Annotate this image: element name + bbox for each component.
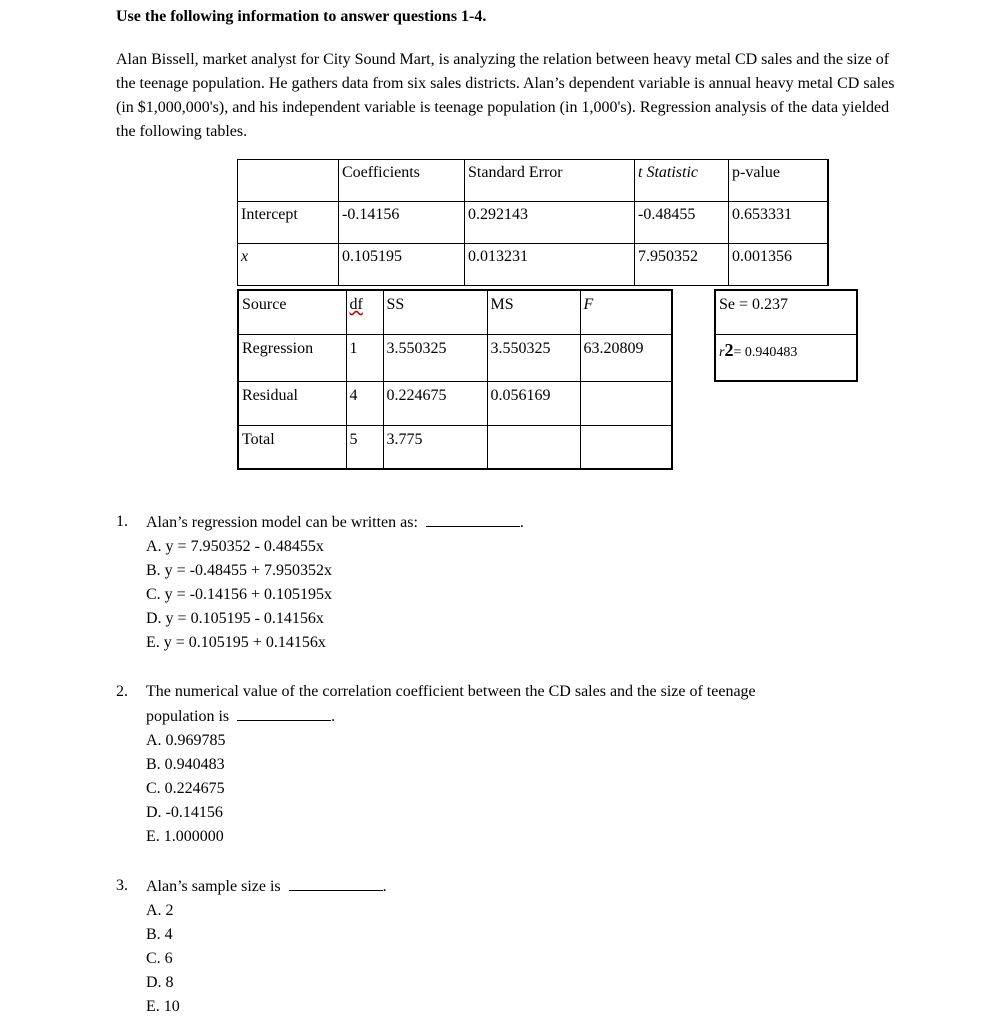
table-cell: -0.14156 [339,202,465,244]
table-row [715,290,857,334]
instructions-heading: Use the following information to answer questions 1-4. [116,8,487,25]
question-1 [116,510,524,655]
table-cell: 63.20809 [580,334,672,381]
table-header-row [238,290,672,334]
question-stem [116,510,524,535]
table-cell: 3.550325 [487,334,580,381]
r-squared-cell [715,334,857,381]
table-cell: 3.775 [383,425,487,469]
intro-text: Alan Bissell, market analyst for City Sound Mart, is analyzing the relation between heavy metal CD sales and the size of the teenage population. He gathers data from six sales districts. Alan’s dependent variable is annual heavy metal CD sales (in $1,000,000's), and his independent variable is teenage population (in 1,000's). Regression analysis of the data yielded the following tables. [116,51,895,140]
table-cell: Total [238,425,346,469]
table-cell [580,381,672,425]
question-text-body: Alan’s sample size is [146,878,281,895]
question-stem [116,680,816,729]
table-cell: 0.224675 [383,381,487,425]
r-squared-power: 2 [724,339,734,360]
option-a: A. y = 7.950352 - 0.48455x [146,538,324,555]
table-cell: 7.950352 [635,244,729,286]
table-cell: 5 [346,425,383,469]
question-text-body: Alan’s regression model can be written as: [146,514,418,531]
r-squared-value: = 0.940483 [733,344,798,360]
question-number: 2. [116,683,128,700]
table-header-row [238,160,828,202]
table-row [238,334,672,381]
table-cell: 4 [346,381,383,425]
table-cell: 0.292143 [465,202,635,244]
table-row [238,381,672,425]
option-c: C. y = -0.14156 + 0.105195x [146,586,333,603]
se-value: Se = 0.237 [715,290,857,334]
table-cell: Residual [238,381,346,425]
table-cell: 0.105195 [339,244,465,286]
question-3 [116,874,387,1019]
question-number: 1. [116,513,128,530]
table-cell: 0.653331 [729,202,828,244]
r-symbol: r [719,344,725,360]
question-text-body: The numerical value of the correlation coefficient between the CD sales and the size of teenage population is [146,683,756,725]
table-header-cell: Standard Error [465,160,635,202]
table-cell [580,425,672,469]
table-header-cell [729,160,828,202]
table-cell: 1 [346,334,383,381]
df-header: df [349,296,363,313]
table-header-cell: SS [383,290,487,334]
table-header-cell: Source [238,290,346,334]
table-header-cell [580,290,672,334]
table-cell: Regression [238,334,346,381]
table-cell: 0.001356 [729,244,828,286]
table-row [715,334,857,381]
option-c: C. 6 [146,950,173,967]
question-2 [116,680,816,849]
option-b: B. 0.940483 [146,756,225,773]
table-header-cell [346,290,383,334]
t-stat-header: t Statistic [638,164,698,181]
option-d: D. -0.14156 [146,804,223,821]
answer-blank [426,510,520,527]
table-header-cell: MS [487,290,580,334]
option-d: D. y = 0.105195 - 0.14156x [146,610,324,627]
intro-paragraph [116,48,906,144]
table-cell: 0.056169 [487,381,580,425]
table-cell: 0.013231 [465,244,635,286]
option-b: B. 4 [146,926,173,943]
options-list [146,899,387,1019]
question-text: Alan’s sample size is . [146,874,387,899]
table-header-cell [635,160,729,202]
table-cell [238,160,339,202]
anova-table [237,289,673,470]
table-row [238,244,828,286]
option-e: E. y = 0.105195 + 0.14156x [146,634,326,651]
option-c: C. 0.224675 [146,780,225,797]
table-cell: x [238,244,339,286]
question-text: The numerical value of the correlation coefficient between the CD sales and the size of teenage population is . [146,683,756,725]
table-cell: Intercept [238,202,339,244]
options-list [146,729,816,849]
answer-blank [237,704,331,721]
option-d: D. 8 [146,974,174,991]
question-number: 3. [116,877,128,894]
option-e: E. 10 [146,998,180,1015]
table-row [238,202,828,244]
options-list [146,535,524,655]
answer-blank [289,874,383,891]
table-row [238,425,672,469]
option-b: B. y = -0.48455 + 7.950352x [146,562,333,579]
option-e: E. 1.000000 [146,828,224,845]
coefficients-table [237,159,829,286]
table-cell: -0.48455 [635,202,729,244]
option-a: A. 0.969785 [146,732,226,749]
table-cell: 3.550325 [383,334,487,381]
f-header: F [583,296,594,313]
p-value-header: p-value [732,164,780,181]
table-cell [487,425,580,469]
fit-stats-box [714,289,858,382]
table-header-cell: Coefficients [339,160,465,202]
question-text: Alan’s regression model can be written as: . [146,510,524,535]
option-a: A. 2 [146,902,174,919]
question-stem [116,874,387,899]
